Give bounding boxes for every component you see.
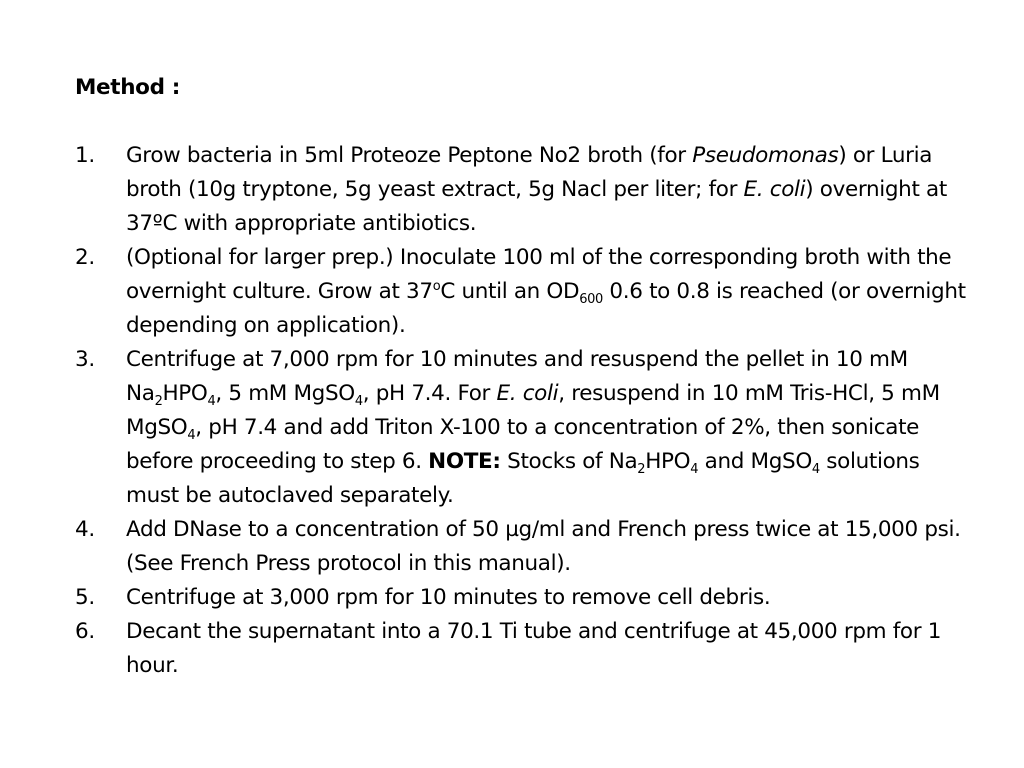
step-text <box>126 347 940 508</box>
method-step <box>75 615 975 683</box>
step-text-sub: 4 <box>207 394 216 409</box>
step-text-run: and MgSO <box>698 449 812 474</box>
step-text-run: HPO <box>162 381 208 406</box>
step-text-sub: 4 <box>354 394 363 409</box>
step-text-sup: o <box>432 279 441 294</box>
step-text <box>126 619 941 678</box>
step-text-italic: E. coli <box>496 381 559 406</box>
step-text-run: C until an OD <box>440 279 580 304</box>
step-text-sub: 2 <box>637 462 646 477</box>
step-number: 2. <box>75 245 95 270</box>
step-text-bold: NOTE: <box>428 449 501 474</box>
step-text-run: Add DNase to a concentration of 50 µg/ml and French press twice at 15,000 psi. (See French Press protocol in this manual). <box>126 517 961 576</box>
step-number: 1. <box>75 143 95 168</box>
step-text-italic: E. coli <box>743 177 806 202</box>
step-text-run: , resuspend in 10 mM Tris-HCl, 5 mM MgSO <box>126 381 940 440</box>
method-step <box>75 581 975 615</box>
step-text-run: , pH 7.4. For <box>362 381 497 406</box>
step-text <box>126 143 947 236</box>
step-text-run: Grow bacteria in 5ml Proteoze Peptone No2 broth (for <box>126 143 693 168</box>
method-heading: Method : <box>75 75 181 100</box>
step-text-sub: 600 <box>579 292 603 307</box>
step-text-run: , 5 mM MgSO <box>215 381 355 406</box>
slide-content <box>75 71 975 683</box>
step-text <box>126 245 966 338</box>
step-text-run: ) overnight at 37ºC with appropriate antibiotics. <box>126 177 947 236</box>
method-step <box>75 139 975 241</box>
step-text-run: Decant the supernatant into a 70.1 Ti tube and centrifuge at 45,000 rpm for 1 hour. <box>126 619 942 678</box>
step-number: 4. <box>75 517 95 542</box>
step-text-run: Centrifuge at 7,000 rpm for 10 minutes and resuspend the pellet in 10 mM Na <box>126 347 908 406</box>
step-text-run: Centrifuge at 3,000 rpm for 10 minutes to remove cell debris. <box>126 585 771 610</box>
step-text-run: ) or Luria broth (10g tryptone, 5g yeast extract, 5g Nacl per liter; for <box>126 143 933 202</box>
step-text-sub: 2 <box>154 394 163 409</box>
step-number: 3. <box>75 347 95 372</box>
step-number: 5. <box>75 585 95 610</box>
step-text-run: , pH 7.4 and add Triton X-100 to a concentration of 2%, then sonicate before proceeding to step 6. <box>126 415 920 474</box>
step-text-sub: 4 <box>811 462 820 477</box>
step-text-sub: 4 <box>187 428 196 443</box>
method-step <box>75 241 975 343</box>
method-steps-list <box>75 139 975 683</box>
method-step <box>75 513 975 581</box>
step-number: 6. <box>75 619 95 644</box>
step-text <box>126 517 961 576</box>
step-text-sub: 4 <box>690 462 699 477</box>
step-text-italic: Pseudomonas <box>692 143 839 168</box>
method-step <box>75 343 975 513</box>
step-text-run: solutions must be autoclaved separately. <box>126 449 920 508</box>
step-text <box>126 585 770 610</box>
step-text-run: 0.6 to 0.8 is reached (or overnight depending on application). <box>126 279 966 338</box>
step-text-run: HPO <box>645 449 691 474</box>
step-text-run: (Optional for larger prep.) Inoculate 100 ml of the corresponding broth with the overnight culture. Grow at 37 <box>126 245 952 304</box>
step-text-run: Stocks of Na <box>500 449 638 474</box>
